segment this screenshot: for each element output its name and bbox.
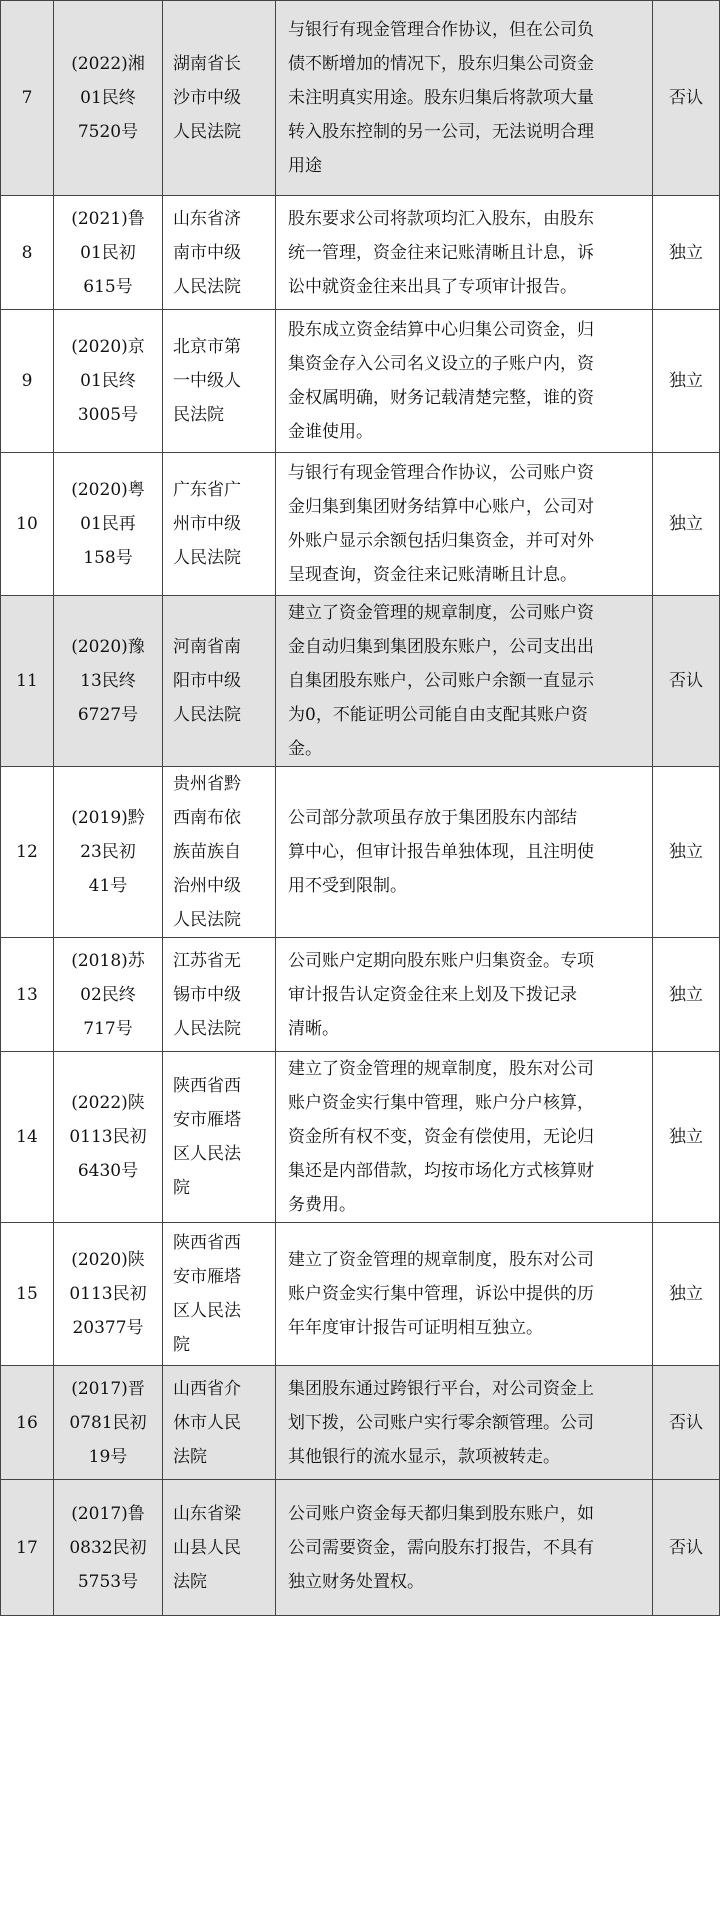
row-index: 16 [1, 1366, 54, 1480]
row-index: 13 [1, 938, 54, 1052]
case-description [276, 1480, 653, 1616]
case-description-line: 年年度审计报告可证明相互独立。 [288, 1318, 543, 1338]
case-number-line: 615号 [83, 276, 133, 297]
court-name-line: 陕西省西 [173, 1076, 241, 1096]
ruling-result: 独立 [653, 196, 720, 310]
case-number [54, 767, 163, 938]
case-description-line: 审计报告认定资金往来上划及下拨记录 [288, 984, 577, 1005]
case-description-line: 金权属明确，财务记载清楚完整，谁的资 [288, 388, 594, 408]
ruling-result: 否认 [653, 1480, 720, 1616]
case-number [54, 196, 163, 310]
case-description-line: 股东要求公司将款项均汇入股东，由股东 [288, 208, 594, 229]
table-row [1, 1, 720, 196]
case-number-line: 23民初 [80, 842, 136, 862]
row-index: 17 [1, 1480, 54, 1616]
court-name-line: 山东省济 [173, 208, 241, 229]
court-name-line: 贵州省黔 [173, 774, 241, 794]
case-description-line: 账户资金实行集中管理，账户分户核算， [288, 1093, 594, 1113]
case-number-line: 01民初 [80, 242, 136, 263]
ruling-result: 独立 [653, 938, 720, 1052]
row-index: 8 [1, 196, 54, 310]
case-description-line: 与银行有现金管理合作协议，公司账户资 [288, 463, 594, 483]
row-index: 12 [1, 767, 54, 938]
case-description [276, 938, 653, 1052]
court-name [163, 1052, 276, 1223]
case-number-line: (2018)苏 [71, 950, 145, 971]
case-number [54, 1, 163, 196]
case-description-line: 建立了资金管理的规章制度，公司账户资 [288, 603, 594, 623]
court-name-line: 山东省梁 [173, 1503, 241, 1524]
case-number-line: (2017)鲁 [71, 1503, 145, 1524]
court-name-line: 法院 [173, 1446, 207, 1467]
case-number-line: 7520号 [77, 122, 139, 142]
court-name-line: 陕西省西 [173, 1233, 241, 1253]
court-name-line: 人民法院 [173, 276, 241, 297]
court-name-line: 湖南省长 [173, 54, 241, 74]
case-number-line: 02民终 [80, 984, 136, 1005]
case-description-line: 集团股东通过跨银行平台，对公司资金上 [288, 1378, 594, 1399]
case-description-line: 统一管理，资金往来记账清晰且计息，诉 [288, 242, 594, 263]
court-name-line: 山西省介 [173, 1378, 241, 1399]
case-number-line: 158号 [83, 548, 133, 568]
court-name-line: 区人民法 [173, 1301, 241, 1321]
row-index: 9 [1, 310, 54, 453]
case-number-line: 20377号 [72, 1318, 144, 1338]
court-name [163, 1, 276, 196]
case-description-line: 算中心，但审计报告单独体现，且注明使 [288, 842, 594, 862]
court-name-line: 安市雁塔 [173, 1267, 241, 1287]
case-number-line: 01民终 [80, 88, 136, 108]
case-description [276, 453, 653, 596]
ruling-result: 否认 [653, 1366, 720, 1480]
court-name-line: 休市人民 [173, 1412, 241, 1433]
court-name-line: 族苗族自 [173, 842, 241, 862]
case-number-line: 01民再 [80, 514, 136, 534]
case-number-line: (2022)陕 [71, 1093, 145, 1113]
case-number-line: (2017)晋 [71, 1378, 145, 1399]
case-description-line: 外账户显示余额包括归集资金，并可对外 [288, 531, 594, 551]
case-description [276, 1, 653, 196]
court-name-line: 人民法院 [173, 122, 241, 142]
case-description [276, 596, 653, 767]
case-description-line: 公司需要资金，需向股东打报告，不具有 [288, 1537, 594, 1558]
case-description-line: 账户资金实行集中管理，诉讼中提供的历 [288, 1284, 594, 1304]
court-name-line: 沙市中级 [173, 88, 241, 108]
court-name-line: 院 [173, 1178, 190, 1198]
case-table-body [1, 1, 720, 1616]
case-number-line: 717号 [83, 1018, 133, 1039]
court-name [163, 767, 276, 938]
court-name-line: 西南布依 [173, 808, 241, 828]
case-description-line: 独立财务处置权。 [288, 1571, 424, 1592]
court-name-line: 安市雁塔 [173, 1110, 241, 1130]
ruling-result: 否认 [653, 1, 720, 196]
court-name-line: 人民法院 [173, 705, 241, 725]
case-description-line: 讼中就资金往来出具了专项审计报告。 [288, 276, 577, 297]
case-description-line: 清晰。 [288, 1018, 339, 1039]
case-description [276, 196, 653, 310]
court-name-line: 一中级人 [173, 371, 241, 391]
case-number-line: 0113民初 [69, 1284, 147, 1304]
ruling-result: 独立 [653, 767, 720, 938]
court-name-line: 法院 [173, 1571, 207, 1592]
case-description-line: 金。 [288, 739, 322, 759]
case-number [54, 1480, 163, 1616]
case-number-line: (2020)豫 [71, 637, 145, 657]
case-description-line: 公司账户定期向股东账户归集资金。专项 [288, 950, 594, 971]
case-description [276, 1366, 653, 1480]
court-name [163, 453, 276, 596]
court-name-line: 州市中级 [173, 514, 241, 534]
case-description-line: 自集团股东账户，公司账户余额一直显示 [288, 671, 594, 691]
table-row [1, 767, 720, 938]
case-description-line: 转入股东控制的另一公司，无法说明合理 [288, 122, 594, 142]
case-number-line: (2021)鲁 [71, 208, 145, 229]
case-number-line: 0832民初 [69, 1537, 147, 1558]
court-name [163, 596, 276, 767]
table-row [1, 1480, 720, 1616]
case-description-line: 债不断增加的情况下，股东归集公司资金 [288, 54, 594, 74]
table-row [1, 1052, 720, 1223]
case-description-line: 与银行有现金管理合作协议，但在公司负 [288, 20, 594, 40]
case-description-line: 集资金存入公司名义设立的子账户内，资 [288, 354, 594, 374]
ruling-result: 独立 [653, 1052, 720, 1223]
case-description-line: 股东成立资金结算中心归集公司资金，归 [288, 320, 594, 340]
court-name-line: 民法院 [173, 405, 224, 425]
row-index: 10 [1, 453, 54, 596]
case-description-line: 金谁使用。 [288, 422, 373, 442]
case-number-line: 41号 [88, 876, 128, 896]
court-name-line: 南市中级 [173, 242, 241, 263]
case-number [54, 453, 163, 596]
case-number [54, 310, 163, 453]
court-name-line: 院 [173, 1335, 190, 1355]
case-number-line: (2022)湘 [71, 54, 145, 74]
case-description-line: 用不受到限制。 [288, 876, 407, 896]
court-name-line: 江苏省无 [173, 950, 241, 971]
ruling-result: 独立 [653, 453, 720, 596]
case-description [276, 1052, 653, 1223]
case-number-line: 3005号 [77, 405, 139, 425]
table-row [1, 196, 720, 310]
row-index: 15 [1, 1223, 54, 1366]
court-name [163, 310, 276, 453]
case-description-line: 公司部分款项虽存放于集团股东内部结 [288, 808, 577, 828]
court-name-line: 治州中级 [173, 876, 241, 896]
case-number [54, 938, 163, 1052]
case-description-line: 用途 [288, 156, 322, 176]
case-description-line: 建立了资金管理的规章制度，股东对公司 [288, 1250, 594, 1270]
case-description-line: 呈现查询，资金往来记账清晰且计息。 [288, 565, 577, 585]
court-name [163, 938, 276, 1052]
case-number [54, 1366, 163, 1480]
court-name [163, 1223, 276, 1366]
case-description [276, 767, 653, 938]
case-number-line: (2020)京 [71, 337, 145, 357]
court-name-line: 区人民法 [173, 1144, 241, 1164]
table-row [1, 1223, 720, 1366]
case-description-line: 集还是内部借款，均按市场化方式核算财 [288, 1161, 594, 1181]
case-description-line: 其他银行的流水显示，款项被转走。 [288, 1446, 560, 1467]
table-row [1, 1366, 720, 1480]
case-number-line: 5753号 [77, 1571, 139, 1592]
court-name-line: 锡市中级 [173, 984, 241, 1005]
case-number-line: 19号 [88, 1446, 128, 1467]
case-description-line: 务费用。 [288, 1195, 356, 1215]
case-description-line: 金自动归集到集团股东账户，公司支出出 [288, 637, 594, 657]
table-row [1, 310, 720, 453]
case-description-line: 为0，不能证明公司能自由支配其账户资 [288, 705, 588, 725]
court-name [163, 1480, 276, 1616]
case-number [54, 1223, 163, 1366]
row-index: 14 [1, 1052, 54, 1223]
court-name-line: 人民法院 [173, 548, 241, 568]
case-number-line: 6430号 [77, 1161, 139, 1181]
court-name-line: 人民法院 [173, 910, 241, 930]
ruling-result: 独立 [653, 1223, 720, 1366]
case-number-line: (2020)陕 [71, 1250, 145, 1270]
ruling-result: 独立 [653, 310, 720, 453]
case-number-line: (2019)黔 [71, 808, 145, 828]
ruling-result: 否认 [653, 596, 720, 767]
case-description-line: 划下拨，公司账户实行零余额管理。公司 [288, 1412, 594, 1433]
case-description-line: 公司账户资金每天都归集到股东账户，如 [288, 1503, 594, 1524]
court-name-line: 河南省南 [173, 637, 241, 657]
table-row [1, 596, 720, 767]
case-description [276, 310, 653, 453]
case-number-line: 0781民初 [69, 1412, 147, 1433]
court-name [163, 196, 276, 310]
case-number-line: 01民终 [80, 371, 136, 391]
case-description-line: 资金所有权不变，资金有偿使用，无论归 [288, 1127, 594, 1147]
table-row [1, 453, 720, 596]
row-index: 7 [1, 1, 54, 196]
case-description-line: 未注明真实用途。股东归集后将款项大量 [288, 88, 594, 108]
case-number-line: 13民终 [80, 671, 136, 691]
case-number-line: (2020)粤 [71, 480, 145, 500]
case-description-line: 建立了资金管理的规章制度，股东对公司 [288, 1059, 594, 1079]
case-number-line: 0113民初 [69, 1127, 147, 1147]
court-name [163, 1366, 276, 1480]
court-name-line: 阳市中级 [173, 671, 241, 691]
court-name-line: 人民法院 [173, 1018, 241, 1039]
table-row [1, 938, 720, 1052]
court-name-line: 广东省广 [173, 480, 241, 500]
case-number [54, 1052, 163, 1223]
case-number [54, 596, 163, 767]
row-index: 11 [1, 596, 54, 767]
case-number-line: 6727号 [77, 705, 139, 725]
case-description [276, 1223, 653, 1366]
court-name-line: 山县人民 [173, 1537, 241, 1558]
court-name-line: 北京市第 [173, 337, 241, 357]
case-description-line: 金归集到集团财务结算中心账户，公司对 [288, 497, 594, 517]
